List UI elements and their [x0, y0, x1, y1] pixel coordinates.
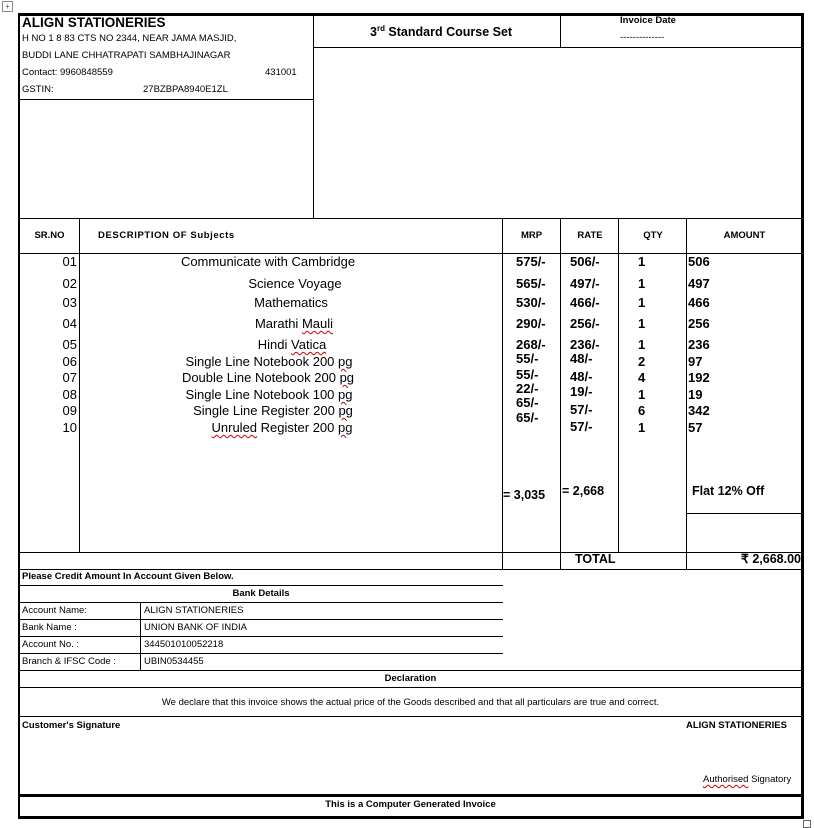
bank-row3-bottom [19, 653, 503, 654]
col-header-qty: QTY [643, 230, 663, 241]
mrp-total: = 3,035 [503, 488, 546, 502]
row-qty: 1 [638, 316, 646, 331]
seller-contact: Contact: 9960848559 [22, 67, 113, 78]
col-line-srno [79, 218, 80, 553]
row-qty: 1 [638, 337, 646, 352]
row-mrp: 55/- [516, 351, 539, 366]
credit-note: Please Credit Amount In Account Given Below. [22, 571, 234, 582]
row-mrp: 65/- [516, 395, 539, 410]
seller-name: ALIGN STATIONERIES [22, 15, 166, 30]
account-no-label: Account No. : [22, 639, 80, 650]
ifsc-label: Branch & IFSC Code : [22, 656, 116, 667]
total-row-bottom [19, 569, 802, 570]
row-qty: 2 [638, 354, 646, 369]
row-amount: 19 [688, 387, 703, 402]
table-top-line [19, 218, 802, 219]
ifsc-code: UBIN0534455 [144, 656, 204, 667]
table-move-handle-icon[interactable]: + [2, 1, 13, 12]
bank-details-title: Bank Details [232, 588, 290, 599]
row-sr: 01 [62, 254, 77, 269]
col-line-qty [618, 218, 619, 553]
row-sr: 09 [62, 403, 77, 418]
row-rate: 57/- [570, 419, 593, 434]
invoice-date-value: -------------- [620, 32, 665, 43]
course-set-prefix: 3 [370, 25, 377, 40]
authorised-word: Authorised [703, 774, 749, 785]
row-sr: 03 [62, 295, 77, 310]
col-header-srno: SR.NO [34, 230, 65, 241]
seller-pincode: 431001 [265, 67, 297, 78]
row-mrp: 22/- [516, 381, 539, 396]
bank-row2-bottom [19, 636, 503, 637]
col-header-description: DESCRIPTION OF Subjects [98, 230, 235, 241]
row-description: Single Line Notebook 100 pg [185, 387, 353, 402]
row-qty: 1 [638, 295, 646, 310]
discount-note: Flat 12% Off [692, 484, 765, 498]
bank-row1-bottom [19, 619, 503, 620]
rate-total: = 2,668 [562, 484, 605, 498]
declaration-title-bottom [19, 687, 802, 688]
row-description: Mathematics [254, 295, 328, 310]
seller-address-line1: H NO 1 8 83 CTS NO 2344, NEAR JAMA MASJID, [22, 33, 237, 44]
row-mrp: 565/- [516, 276, 546, 291]
table-resize-handle-icon[interactable] [803, 820, 811, 828]
account-name: ALIGN STATIONERIES [144, 605, 244, 616]
row-amount: 192 [688, 370, 710, 385]
header-divider-v [313, 15, 314, 218]
credit-note-bottom [19, 585, 503, 586]
seller-gstin: 27BZBPA8940E1ZL [143, 84, 228, 95]
row-mrp: 290/- [516, 316, 546, 331]
row-description: Single Line Register 200 pg [193, 403, 353, 418]
row-sr: 04 [62, 316, 77, 331]
col-header-rate: RATE [577, 230, 603, 241]
account-no: 344501010052218 [144, 639, 224, 650]
row-amount: 236 [688, 337, 710, 352]
discount-box-bottom [686, 513, 802, 514]
row-rate: 466/- [570, 295, 600, 310]
course-set-title [370, 25, 512, 39]
course-set-rest: Standard Course Set [384, 25, 513, 40]
row-sr: 02 [62, 276, 77, 291]
authorised-signatory [703, 775, 791, 785]
col-line-amount [686, 218, 687, 570]
total-label: TOTAL [575, 552, 616, 566]
seller-address-line2: BUDDI LANE CHHATRAPATI SAMBHAJINAGAR [22, 50, 231, 61]
row-amount: 57 [688, 420, 703, 435]
invoice-date-label: Invoice Date [620, 15, 676, 26]
row-description: Marathi Mauli [254, 316, 334, 331]
signature-company: ALIGN STATIONERIES [686, 720, 787, 731]
declaration-title: Declaration [384, 673, 437, 684]
declaration-top [19, 670, 802, 671]
seller-gstin-label: GSTIN: [22, 84, 54, 95]
row-description: Communicate with Cambridge [180, 254, 356, 269]
bank-name-label: Bank Name : [22, 622, 77, 633]
row-description: Science Voyage [248, 276, 342, 291]
outer-border-bottom [18, 816, 804, 819]
customer-signature-label: Customer's Signature [22, 720, 121, 731]
row-sr: 06 [62, 354, 77, 369]
total-row-top [19, 552, 802, 553]
account-name-label: Account Name: [22, 605, 87, 616]
footer-note: This is a Computer Generated Invoice [325, 799, 496, 810]
row-qty: 1 [638, 387, 646, 402]
row-rate: 57/- [570, 402, 593, 417]
row-sr: 05 [62, 337, 77, 352]
signatory-word: Signatory [751, 774, 792, 785]
row-description: Unruled Register 200 pg [211, 420, 353, 435]
footer-top [18, 794, 804, 797]
declaration-text: We declare that this invoice shows the actual price of the Goods described and that all particulars are true and correct. [161, 697, 660, 708]
col-header-mrp: MRP [520, 230, 543, 241]
row-rate: 48/- [570, 369, 593, 384]
header-divider-h [313, 47, 802, 48]
row-mrp: 575/- [516, 254, 546, 269]
row-rate: 48/- [570, 351, 593, 366]
row-mrp: 55/- [516, 367, 539, 382]
row-sr: 08 [62, 387, 77, 402]
row-mrp: 268/- [516, 337, 546, 352]
row-sr: 07 [62, 370, 77, 385]
row-description: Single Line Notebook 200 pg [185, 354, 353, 369]
row-description: Double Line Notebook 200 pg [181, 370, 355, 385]
col-line-rate [560, 218, 561, 570]
row-description: Hindi Vatica [257, 337, 327, 352]
bank-title-bottom [19, 602, 503, 603]
course-set-suffix: rd [376, 24, 385, 33]
row-qty: 6 [638, 403, 646, 418]
row-sr: 10 [62, 420, 77, 435]
row-qty: 1 [638, 276, 646, 291]
row-rate: 497/- [570, 276, 600, 291]
header-divider-v2 [560, 15, 561, 47]
row-qty: 1 [638, 254, 646, 269]
row-mrp: 530/- [516, 295, 546, 310]
row-amount: 506 [688, 254, 710, 269]
row-amount: 497 [688, 276, 710, 291]
row-rate: 256/- [570, 316, 600, 331]
row-amount: 97 [688, 354, 703, 369]
row-rate: 19/- [570, 384, 593, 399]
col-line-mrp [502, 218, 503, 570]
seller-box-bottom [19, 99, 314, 100]
total-amount: ₹ 2,668.00 [740, 552, 801, 566]
bank-name: UNION BANK OF INDIA [144, 622, 247, 633]
row-qty: 1 [638, 420, 646, 435]
row-amount: 342 [688, 403, 710, 418]
row-amount: 466 [688, 295, 710, 310]
column-header-bottom [19, 253, 802, 254]
signature-top [19, 716, 802, 717]
col-header-amount: AMOUNT [723, 230, 766, 241]
row-amount: 256 [688, 316, 710, 331]
row-qty: 4 [638, 370, 646, 385]
row-mrp: 65/- [516, 410, 539, 425]
row-rate: 236/- [570, 337, 600, 352]
row-rate: 506/- [570, 254, 600, 269]
